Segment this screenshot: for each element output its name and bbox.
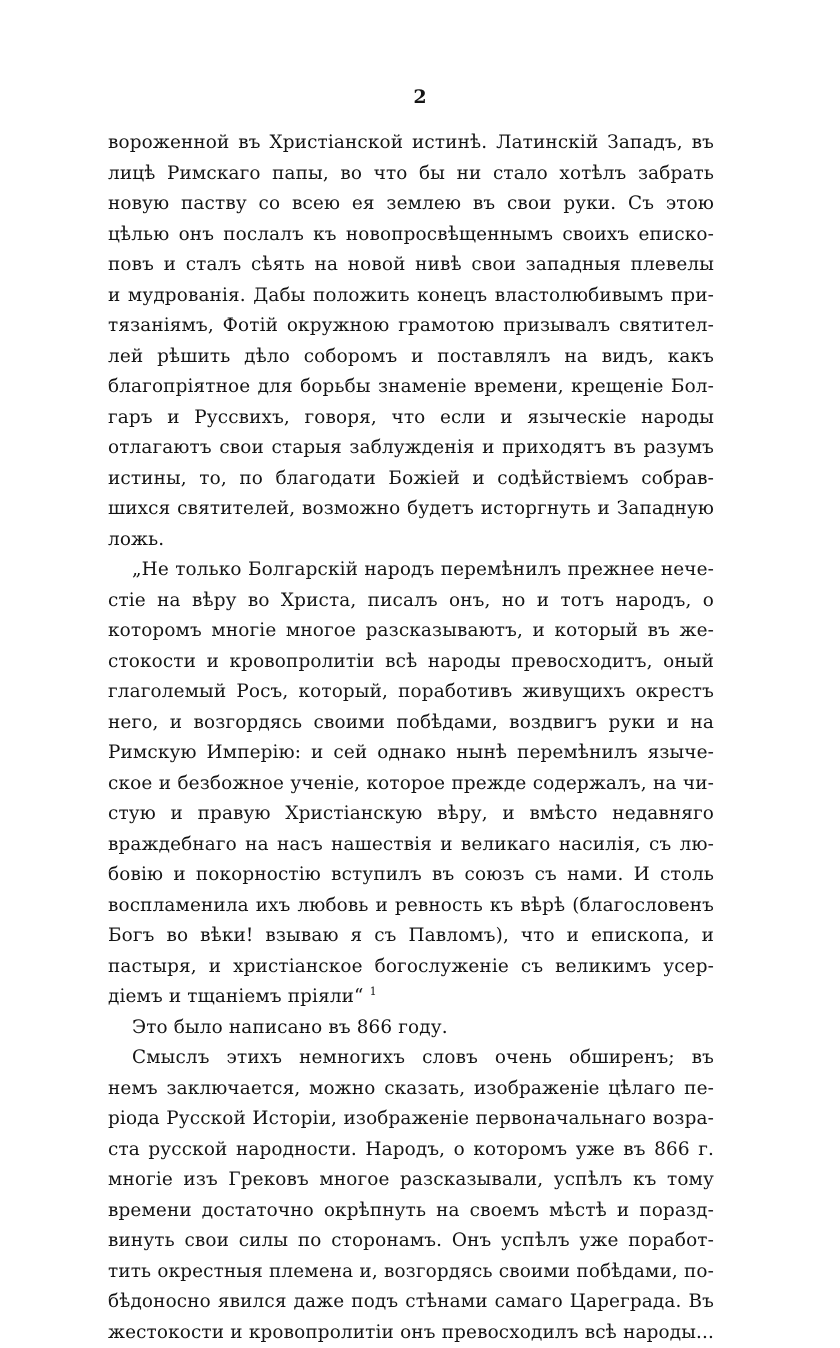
text-line — [108, 952, 714, 983]
footnote-marker: 1 — [370, 985, 377, 998]
text-line — [108, 220, 714, 251]
text-line — [108, 1257, 714, 1288]
text-line — [108, 433, 714, 464]
text-line — [108, 1135, 714, 1166]
text-line-content: истины, то, по благодати Божіей и содѣйствіемъ собрав- — [108, 468, 714, 489]
text-line — [108, 250, 714, 281]
text-line — [108, 311, 714, 342]
text-line-content: Это было написано въ 866 году. — [132, 1017, 448, 1038]
text-line — [108, 342, 714, 373]
text-line-content: гаръ и Руссвихъ, говоря, что если и языческіе народы — [108, 407, 714, 428]
text-line-content: немъ заключается, можно сказать, изображеніе цѣлаго пе- — [108, 1078, 714, 1099]
text-line-content: ста русской народности. Народъ, о которомъ уже въ 866 г. — [108, 1139, 714, 1160]
text-line-content: Богъ во вѣки! взываю я съ Павломъ), что и епископа, и — [108, 925, 714, 946]
text-line-content: стую и правую Христіанскую вѣру, и вмѣсто недавняго — [108, 803, 714, 824]
text-line — [108, 372, 714, 403]
text-line-content: винуть свои силы по сторонамъ. Онъ успѣлъ уже поработ- — [108, 1230, 714, 1251]
text-line — [108, 769, 714, 800]
text-line — [108, 738, 714, 769]
text-line-content: Римскую Имперію: и сей однако нынѣ перемѣнилъ языче- — [108, 742, 714, 763]
text-line — [108, 647, 714, 678]
text-line — [108, 555, 714, 586]
text-line — [108, 677, 714, 708]
text-line-content: „Не только Болгарскій народъ перемѣнилъ прежнее нече- — [132, 559, 714, 580]
text-line-content: бовію и покорностію вступилъ въ союзъ съ нами. И столь — [108, 864, 714, 885]
text-line — [108, 403, 714, 434]
text-line — [108, 1043, 714, 1074]
text-line-content: бѣдоносно явился даже подъ стѣнами самаго Цареграда. Въ — [108, 1291, 714, 1312]
text-line — [108, 586, 714, 617]
text-line — [108, 525, 714, 556]
text-line — [108, 708, 714, 739]
text-line — [108, 830, 714, 861]
text-line — [108, 464, 714, 495]
page-number: 2 — [0, 86, 840, 108]
text-line-content: и мудрованія. Дабы положить конецъ властолюбивымъ при- — [108, 285, 714, 306]
text-line — [108, 494, 714, 525]
text-line-content: воспламенила ихъ любовь и ревность къ вѣрѣ (благословенъ — [108, 895, 714, 916]
text-line — [108, 1074, 714, 1105]
text-line-content: ложь. — [108, 529, 164, 550]
text-line-content: отлагаютъ свои старыя заблужденія и приходятъ въ разумъ — [108, 437, 714, 458]
text-line-content: стіе на вѣру во Христа, писалъ онъ, но и тотъ народъ, о — [108, 590, 714, 611]
text-line-content: цѣлью онъ послалъ къ новопросвѣщеннымъ своихъ еписко- — [108, 224, 714, 245]
text-line-content: стокости и кровопролитіи всѣ народы превосходитъ, оный — [108, 651, 714, 672]
text-line-content: вороженной въ Христіанской истинѣ. Латинскій Западъ, въ — [108, 132, 714, 153]
text-line — [108, 128, 714, 159]
text-line-content: многіе изъ Грековъ многое разсказывали, успѣлъ къ тому — [108, 1169, 714, 1190]
text-line-content: ское и безбожное ученіе, которое прежде содержалъ, на чи- — [108, 773, 714, 794]
text-line-content: него, и возгордясь своими побѣдами, воздвигъ руки и на — [108, 712, 714, 733]
text-line — [108, 1013, 714, 1044]
text-line-content: Смыслъ этихъ немногихъ словъ очень обширенъ; въ — [132, 1047, 714, 1068]
text-line — [108, 159, 714, 190]
text-line — [108, 1104, 714, 1135]
text-line-content: новую паству со всею ея землею въ свои руки. Съ этою — [108, 193, 714, 214]
text-line — [108, 1287, 714, 1318]
text-line-content: благопріятное для борьбы знаменіе времени, крещеніе Бол- — [108, 376, 714, 397]
text-line-content: тить окрестныя племена и, возгордясь своими побѣдами, по- — [108, 1261, 714, 1282]
text-line — [108, 616, 714, 647]
text-line — [108, 799, 714, 830]
text-line-content: времени достаточно окрѣпнуть на своемъ мѣстѣ и поразд- — [108, 1200, 714, 1221]
text-line-content: ріода Русской Исторіи, изображеніе первоначальнаго возра- — [108, 1108, 714, 1129]
text-line — [108, 860, 714, 891]
text-line — [108, 189, 714, 220]
text-line-content: пастыря, и христіанское богослуженіе съ великимъ усер- — [108, 956, 714, 977]
text-line-content: лицѣ Римскаго папы, во что бы ни стало хотѣлъ забрать — [108, 163, 714, 184]
text-line-content: шихся святителей, возможно будетъ исторгнуть и Западную — [108, 498, 714, 519]
text-line-content: повъ и сталъ сѣять на новой нивѣ свои западныя плевелы — [108, 254, 714, 275]
text-line — [108, 921, 714, 952]
body-text — [108, 128, 714, 1348]
text-line — [108, 1318, 714, 1348]
text-line — [108, 891, 714, 922]
text-line-content: жестокости и кровопролитіи онъ превосходилъ всѣ народы... — [108, 1322, 714, 1343]
text-line — [108, 1196, 714, 1227]
text-line — [108, 982, 714, 1013]
text-line — [108, 1226, 714, 1257]
text-line-content: тязаніямъ, Фотій окружною грамотою призывалъ святител- — [108, 315, 714, 336]
text-line-content: діемъ и тщаніемъ пріяли“ — [108, 986, 364, 1007]
text-line-content: враждебнаго на насъ нашествія и великаго насилія, съ лю- — [108, 834, 714, 855]
text-line-content: которомъ многіе многое разсказываютъ, и который въ же- — [108, 620, 714, 641]
text-line — [108, 281, 714, 312]
text-line-content: глаголемый Росъ, который, поработивъ живущихъ окрестъ — [108, 681, 714, 702]
text-line-content: лей рѣшить дѣло соборомъ и поставлялъ на видъ, какъ — [108, 346, 714, 367]
